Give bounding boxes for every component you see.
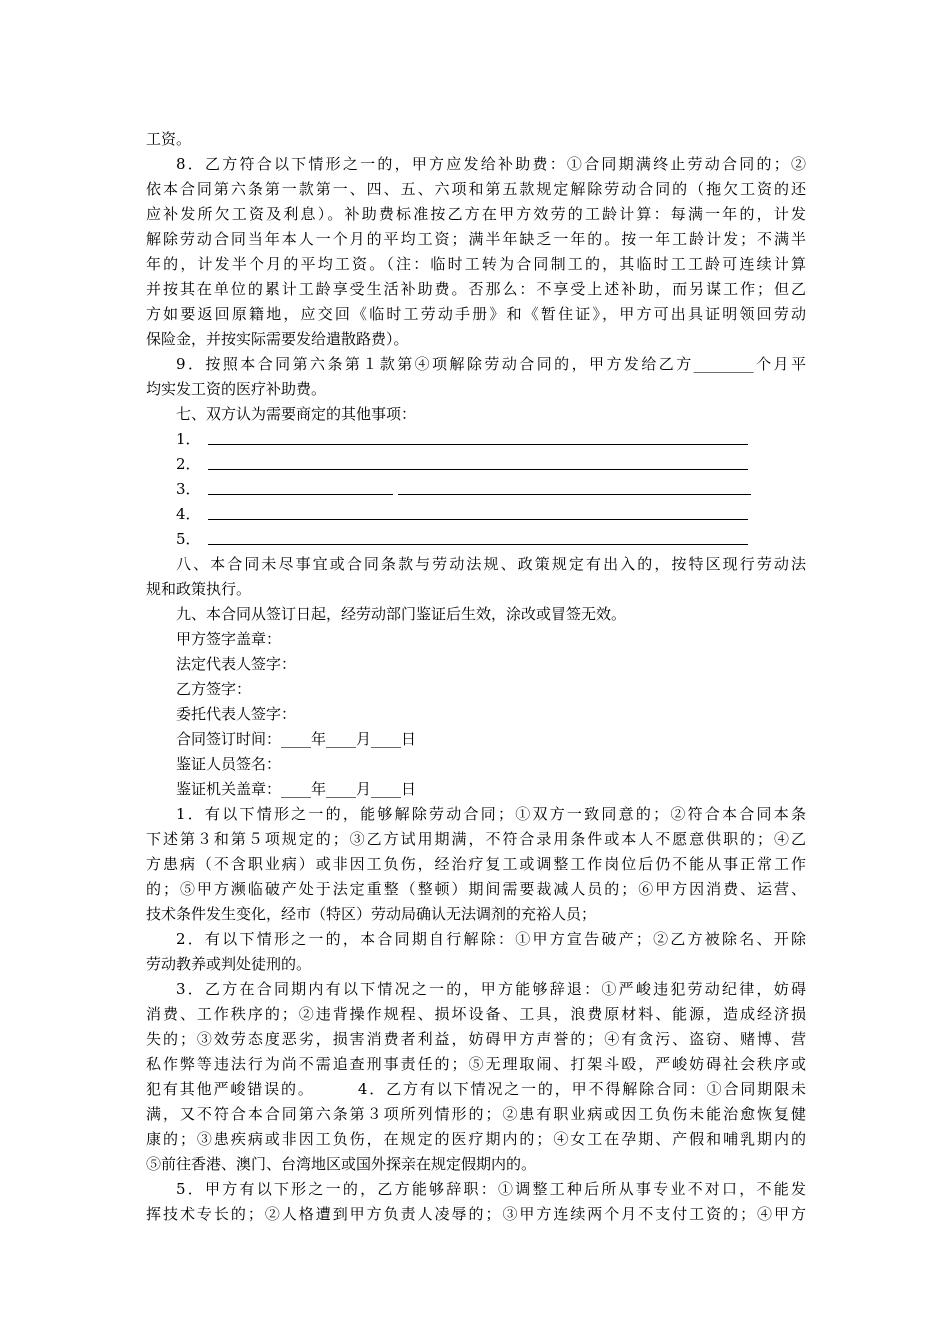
signature-label: 委托代表人签字： — [176, 705, 297, 723]
blank-item-number: 3． — [176, 480, 201, 498]
blank-underline — [208, 519, 748, 520]
blank-item-number: 4． — [176, 505, 201, 523]
section-heading: 七、双方认为需要商定的其他事项： — [176, 405, 417, 423]
paragraph-line: 方患病（不含职业病）或非因工负伤，经治疗复工或调整工作岗位后仍不能从事正常工作 — [146, 855, 806, 873]
signature-date: 鉴证机关盖章：____年____月____日 — [176, 780, 417, 798]
paragraph-line: 9．按照本合同第六条第１款第④项解除劳动合同的，甲方发给乙方________个月平 — [176, 355, 806, 373]
blank-item — [176, 427, 206, 451]
paragraph-line: 失的；③效劳态度恶劣，损害消费者利益，妨碍甲方声誉的；④有贪污、盗窃、赌博、营 — [146, 1030, 806, 1048]
paragraph-line: 挥技术专长的；②人格遭到甲方负责人凌辱的；③甲方连续两个月不支付工资的；④甲方 — [146, 1205, 806, 1223]
blank-underline — [208, 544, 748, 545]
paragraph-line: 劳动教养或判处徒刑的。 — [146, 955, 312, 973]
paragraph-line: 工资。 — [146, 130, 192, 148]
blank-underline — [398, 494, 751, 495]
paragraph-line: 八、本合同未尽事宜或合同条款与劳动法规、政策规定有出入的，按特区现行劳动法 — [176, 555, 806, 573]
paragraph-line: 私作弊等违法行为尚不需追查刑事责任的；⑤无理取闹、打架斗殴，严峻妨碍社会秩序或 — [146, 1055, 806, 1073]
signature-label: 甲方签字盖章： — [176, 630, 282, 648]
signature-label: 鉴证人员签名： — [176, 755, 282, 773]
paragraph-line: 应补发所欠工资及利息）。补助费标准按乙方在甲方效劳的工龄计算：每满一年的，计发 — [146, 205, 806, 223]
paragraph-line: 的；⑤甲方濒临破产处于法定重整（整顿）期间需要裁减人员的；⑥甲方因消费、运营、 — [146, 880, 806, 898]
paragraph-line: 保险金，并按实际需要发给遣散路费）。 — [146, 330, 409, 348]
paragraph-line: 3．乙方在合同期内有以下情况之一的，甲方能够辞退：①严峻违犯劳动纪律，妨碍 — [176, 980, 806, 998]
paragraph-line: 犯有其他严峻错误的。 4．乙方有以下情况之一的，甲不得解除合同：①合同期限未 — [146, 1080, 806, 1098]
paragraph-line: 2．有以下情形之一的，本合同期自行解除：①甲方宣告破产；②乙方被除名、开除 — [176, 930, 806, 948]
paragraph-line: 依本合同第六条第一款第一、四、五、六项和第五款规定解除劳动合同的（拖欠工资的还 — [146, 180, 806, 198]
blank-item-number: 5． — [176, 530, 201, 548]
blank-underline — [208, 469, 748, 470]
paragraph-line: 消费、工作秩序的；②违背操作规程、损坏设备、工具，浪费原材料、能源，造成经济损 — [146, 1005, 806, 1023]
signature-date: 合同签订时间：____年____月____日 — [176, 730, 417, 748]
signature-label: 乙方签字： — [176, 680, 252, 698]
blank-item-number: 1． — [176, 430, 201, 448]
blank-item — [176, 527, 206, 551]
paragraph-line: 年的，计发半个月的平均工资。（注：临时工转为合同制工的，其临时工工龄可连续计算 — [146, 255, 806, 273]
paragraph-line: 并按其在单位的累计工龄享受生活补助费。否那么：不享受上述补助，而另谋工作；但乙 — [146, 280, 806, 298]
paragraph-line: 5．甲方有以下形之一的，乙方能够辞职：①调整工种后所从事专业不对口，不能发 — [176, 1180, 806, 1198]
paragraph-line: 方如要返回原籍地，应交回《临时工劳动手册》和《暂住证》，甲方可出具证明领回劳动 — [146, 305, 806, 323]
paragraph-line: ⑤前往香港、澳门、台湾地区或国外探亲在规定假期内的。 — [146, 1155, 537, 1173]
blank-underline — [208, 444, 748, 445]
paragraph-line: 技术条件发生变化，经市（特区）劳动局确认无法调剂的充裕人员； — [146, 905, 597, 923]
signature-label: 法定代表人签字： — [176, 655, 297, 673]
paragraph-line: 康的；③患疾病或非因工负伤，在规定的医疗期内的；④女工在孕期、产假和哺乳期内的 — [146, 1130, 806, 1148]
paragraph-line: 九、本合同从签订日起，经劳动部门鉴证后生效，涂改或冒签无效。 — [176, 605, 627, 623]
blank-underline — [208, 494, 393, 495]
paragraph-line: 1．有以下情形之一的，能够解除劳动合同；①双方一致同意的；②符合本合同本条 — [176, 805, 806, 823]
paragraph-line: 规和政策执行。 — [146, 580, 252, 598]
paragraph-line: 满，又不符合本合同第六条第３项所列情形的；②患有职业病或因工负伤未能治愈恢复健 — [146, 1105, 806, 1123]
paragraph-line: 均实发工资的医疗补助费。 — [146, 380, 327, 398]
blank-item — [176, 502, 206, 526]
blank-item-number: 2． — [176, 455, 201, 473]
paragraph-line: 8．乙方符合以下情形之一的，甲方应发给补助费：①合同期满终止劳动合同的；② — [176, 155, 806, 173]
paragraph-line: 下述第３和第５项规定的；③乙方试用期满，不符合录用条件或本人不愿意供职的；④乙 — [146, 830, 806, 848]
blank-item — [176, 477, 206, 501]
blank-item — [176, 452, 206, 476]
paragraph-line: 解除劳动合同当年本人一个月的平均工资；满半年缺乏一年的。按一年工龄计发；不满半 — [146, 230, 806, 248]
